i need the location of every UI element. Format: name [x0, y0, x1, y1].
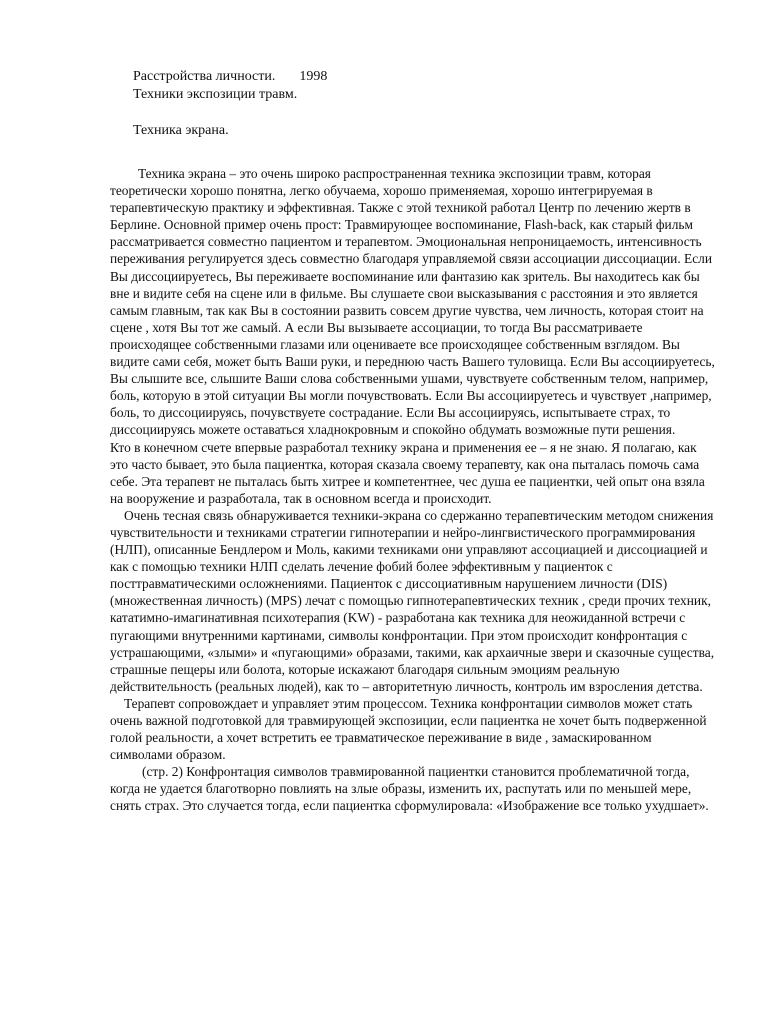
document-header [133, 68, 327, 104]
section-title: Техника экрана. [133, 123, 229, 138]
paragraph-4: Терапевт сопровождает и управляет этим процессом. Техника конфронтации символов может стать очень важной подготовкой для травмирующей экспозиции, если пациентка не хочет быть подверженной голой реальности, а хочет встретить ее травматическое переживание в виде , замаскированном символами образом. [110, 695, 707, 763]
paragraph-2: Кто в конечном счете впервые разработал технику экрана и применения ее – я не знаю. Я полагаю, как это часто бывает, это была пациентка, которая сказала своему терапевту, как она пыталась помочь сама себе. Эта терапевт не пыталась быть хитрее и компетентнее, чес душа ее пациентки, чей опыт она взяла на вооружение и разработала, так в основном всегда и происходит. [110, 439, 705, 506]
paragraph-3: Очень тесная связь обнаруживается техники-экрана со сдержанно терапевтическим методом снижения чувствительности и техниками стратегии гипнотерапии и нейро-лингвистического программирования (НЛП), описанные Бендлером и Моль, какими техниками они управляют ассоциацией и диссоциацией и как с помощью техники НЛП сделать лечение фобий более эффективным у пациенток с посттравматическими осложнениями. Пациенток с диссоциативным нарушением личности (DIS) (множественная личность) (MPS) лечат с помощью гипнотерапевтических техник , среди прочих техник, кататимно-имагинативная психотерапия (KW) - разработана как техника для неожиданной встречи с пугающими внутренними картинами, символы конфронтации. При этом происходит конфронтация с устрашающими, «злыми» и «пугающими» образами, такими, как архаичные звери и сказочные существа, страшные пещеры или болота, которые искажают благодаря сильным эмоциям реальную действительность (реальных людей), как то – авторитетную личность, контроль им взросления детства. [110, 507, 715, 694]
book-title: Расстройства личности. [133, 69, 276, 84]
chapter-subtitle: Техники экспозиции травм. [133, 87, 298, 102]
paragraph-1: Техника экрана – это очень широко распространенная техника экспозиции травм, которая теоретически хорошо понятна, легко обучаема, хорошо применяемая, хорошо интегрируемая в терапевтическую практику и эффективная. Также с этой техникой работал Центр по лечению жертв в Берлине. Основной пример очень прост: Травмирующее воспоминание, Flash-back, как старый фильм рассматривается совместно пациентом и терапевтом. Эмоциональная непроницаемость, интенсивность переживания регулируется здесь совместно благодаря управляемой связи ассоциации диссоциации. Если Вы диссоциируетесь, Вы переживаете воспоминание или фантазию как зритель. Вы находитесь как бы вне и видите себя на сцене или в фильме. Вы слушаете свои высказывания с расстояния и это является самым главным, так как Вы в состоянии развить совсем другие чувства, чем личность, которая стоит на сцене , хотя Вы тот же самый. А если Вы вызываете ассоциации, то тогда Вы рассматриваете происходящее собственными глазами или оцениваете все происходящее собственным взглядом. Вы видите сами себя, может быть Ваши руки, и переднюю часть Вашего туловища. Если Вы ассоциируетесь, Вы слышите все, слышите Ваши слова собственными ушами, чувствуете собственным телом, например, боль, которую в этой ситуации Вы могли почувствовать. Если Вы ассоциируетесь и чувствует ,например, боль, то диссоциируясь, почувствуете сострадание. Если Вы ассоциируясь, испытываете страх, то диссоциируясь можете оставаться хладнокровным и спокойно обдумать возможные пути решения. [110, 166, 715, 438]
publication-year: 1998 [299, 69, 328, 84]
document-body [110, 165, 716, 815]
header-title-row [133, 68, 327, 86]
paragraph-5: (стр. 2) Конфронтация символов травмированной пациентки становится проблематичной тогда, когда не удается благотворно повлиять на злые образы, изменить их, распутать или по меньшей мере, снять страх. Это случается тогда, если пациентка сформулировала: «Изображение все только ухудшает». [110, 764, 709, 814]
